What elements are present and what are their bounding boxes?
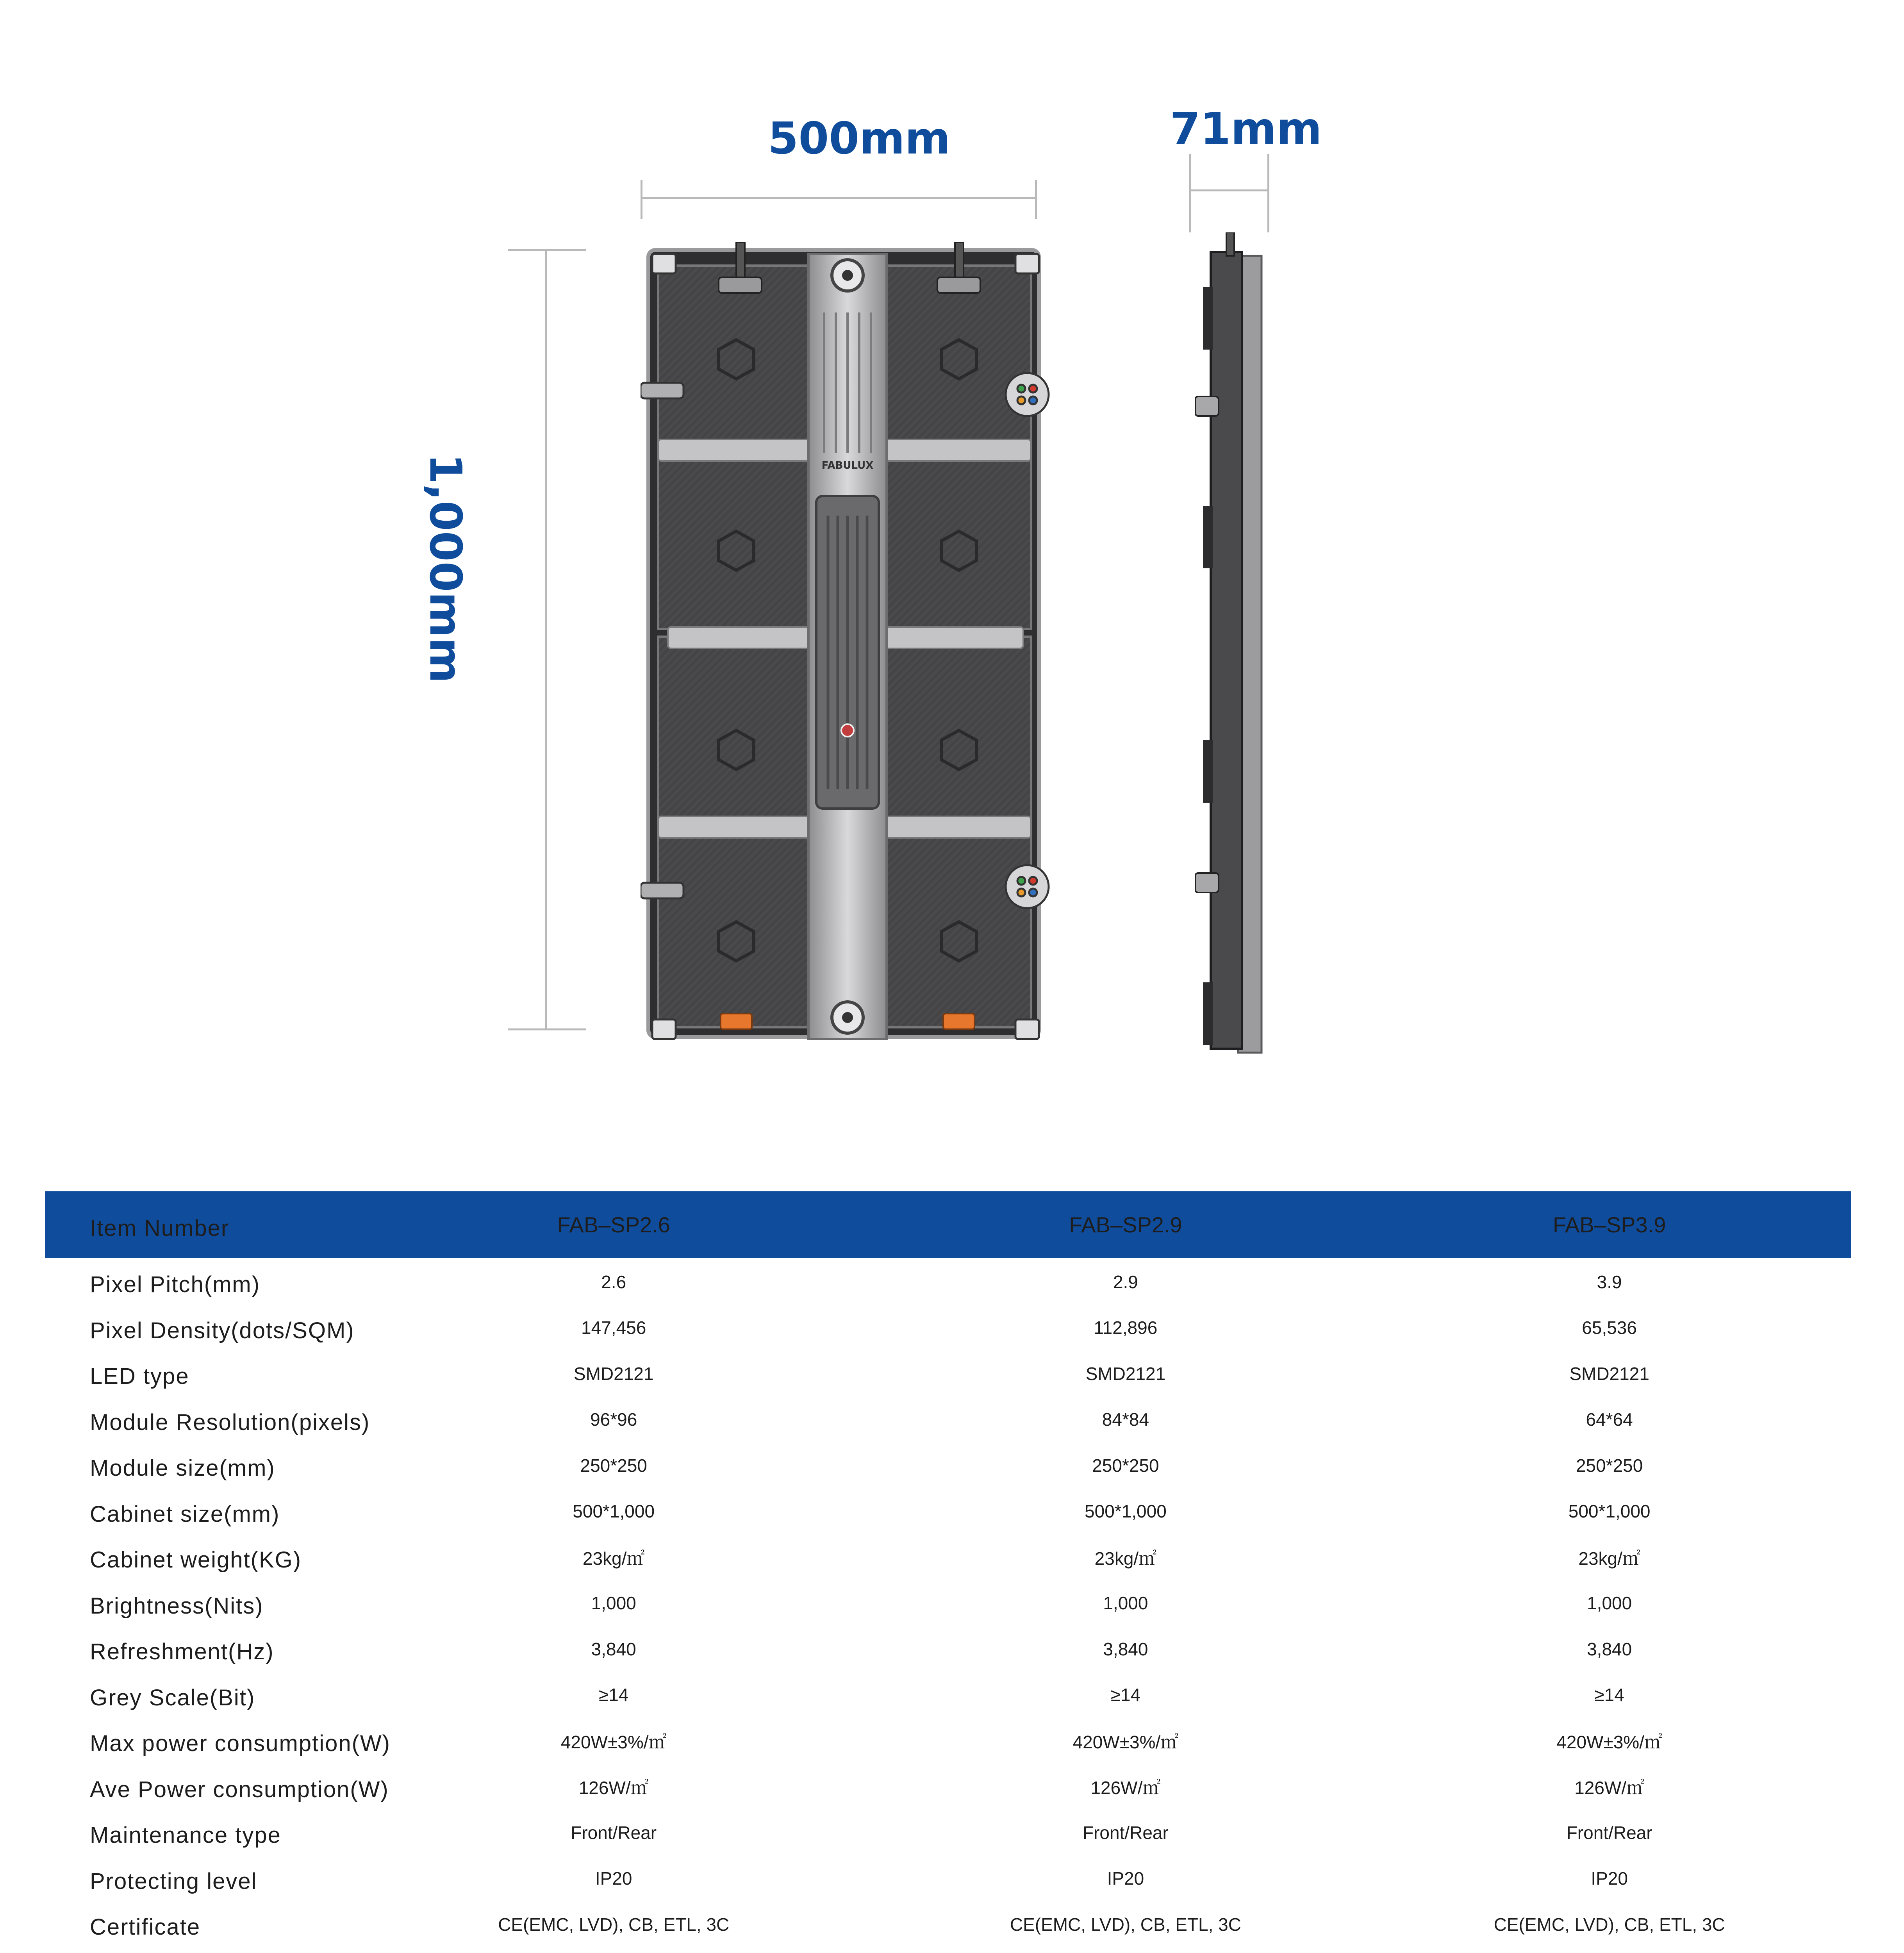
row-value-model-1: CE(EMC, LVD), CB, ETL, 3C — [498, 1914, 730, 1935]
table-row — [45, 1445, 1851, 1491]
row-value-model-3: 420W±3%/㎡ — [1556, 1732, 1662, 1752]
height-dimension — [414, 420, 476, 717]
height-tick-top — [508, 249, 586, 251]
table-body — [45, 1262, 1851, 1950]
table-row — [45, 1675, 1851, 1721]
row-label: Brightness(Nits) — [90, 1593, 264, 1619]
table-row — [45, 1400, 1851, 1446]
row-value-model-3: 65,536 — [1582, 1317, 1637, 1338]
table-row — [45, 1491, 1851, 1537]
row-label: LED type — [90, 1364, 189, 1389]
row-label: Maintenance type — [90, 1823, 281, 1848]
cabinet-front-view — [641, 242, 1062, 1051]
row-value-model-3: Front/Rear — [1566, 1822, 1652, 1843]
row-value-model-3: ≥14 — [1594, 1685, 1624, 1705]
row-label: Max power consumption(W) — [90, 1731, 391, 1757]
width-dimension-label: 500mm — [768, 113, 951, 164]
row-value-model-1: ≥14 — [598, 1685, 629, 1705]
row-value-model-2: 1,000 — [1103, 1593, 1148, 1614]
height-dimension-label: 1,000mm — [420, 453, 471, 683]
latch-left — [721, 1014, 752, 1029]
width-dimension-line — [641, 197, 1037, 199]
table-row — [45, 1904, 1851, 1950]
row-value-model-2: ≥14 — [1110, 1685, 1141, 1705]
row-value-model-3: 23kg/㎡ — [1578, 1548, 1640, 1569]
row-value-model-1: Front/Rear — [571, 1822, 657, 1843]
header-item-number: Item Number — [90, 1215, 230, 1241]
table-row — [45, 1629, 1851, 1675]
row-value-model-2: 84*84 — [1102, 1409, 1149, 1430]
row-label: Certificate — [90, 1914, 201, 1940]
height-dimension-line — [545, 249, 547, 1030]
row-value-model-2: IP20 — [1107, 1868, 1144, 1889]
height-tick-bottom — [508, 1028, 586, 1030]
row-value-model-3: CE(EMC, LVD), CB, ETL, 3C — [1494, 1914, 1725, 1935]
row-value-model-2: Front/Rear — [1082, 1822, 1169, 1843]
row-value-model-3: 126W/㎡ — [1574, 1778, 1645, 1798]
table-row — [45, 1583, 1851, 1629]
row-label: Ave Power consumption(W) — [90, 1776, 389, 1802]
row-label: Protecting level — [90, 1868, 257, 1894]
row-value-model-2: 500*1,000 — [1085, 1501, 1167, 1522]
row-label: Refreshment(Hz) — [90, 1639, 274, 1665]
row-value-model-2: 126W/㎡ — [1090, 1778, 1161, 1798]
row-value-model-3: 3,840 — [1587, 1639, 1632, 1659]
row-value-model-1: 126W/㎡ — [578, 1778, 649, 1798]
table-row — [45, 1537, 1851, 1583]
row-value-model-2: SMD2121 — [1085, 1363, 1166, 1384]
row-value-model-3: IP20 — [1591, 1868, 1628, 1889]
brand-logo: FABULUX — [821, 460, 874, 471]
row-label: Pixel Pitch(mm) — [90, 1272, 261, 1298]
row-value-model-3: SMD2121 — [1569, 1363, 1649, 1384]
width-tick-right — [1035, 180, 1037, 219]
row-value-model-3: 1,000 — [1587, 1593, 1632, 1614]
row-value-model-1: 250*250 — [580, 1455, 647, 1476]
row-value-model-1: 420W±3%/㎡ — [560, 1732, 667, 1752]
depth-dimension-line — [1189, 189, 1269, 191]
header-model-2: FAB–SP2.9 — [1069, 1212, 1182, 1237]
row-value-model-1: 23kg/㎡ — [582, 1548, 645, 1569]
row-label: Module size(mm) — [90, 1455, 275, 1481]
row-value-model-2: 420W±3%/㎡ — [1072, 1732, 1179, 1752]
row-value-model-1: 500*1,000 — [573, 1501, 655, 1522]
row-label: Cabinet size(mm) — [90, 1501, 280, 1527]
table-row — [45, 1812, 1851, 1858]
row-label: Grey Scale(Bit) — [90, 1685, 255, 1710]
row-value-model-2: 112,896 — [1094, 1317, 1158, 1338]
row-value-model-3: 64*64 — [1586, 1409, 1633, 1430]
table-row — [45, 1721, 1851, 1767]
depth-tick-right — [1267, 154, 1269, 232]
specification-table — [45, 1191, 1851, 1953]
row-value-model-2: CE(EMC, LVD), CB, ETL, 3C — [1010, 1914, 1241, 1935]
row-value-model-3: 500*1,000 — [1568, 1501, 1651, 1522]
depth-tick-left — [1189, 154, 1191, 232]
row-value-model-2: 250*250 — [1092, 1455, 1159, 1476]
width-tick-left — [641, 180, 642, 219]
row-label: Cabinet weight(KG) — [90, 1547, 302, 1573]
row-value-model-3: 250*250 — [1576, 1455, 1643, 1476]
header-model-1: FAB–SP2.6 — [557, 1212, 670, 1237]
table-row — [45, 1353, 1851, 1400]
row-value-model-2: 2.9 — [1113, 1271, 1138, 1292]
cabinet-side-view — [1195, 232, 1265, 1057]
row-value-model-2: 3,840 — [1103, 1639, 1148, 1659]
row-value-model-2: 23kg/㎡ — [1094, 1548, 1157, 1569]
row-value-model-1: 2.6 — [601, 1271, 626, 1292]
row-value-model-1: 3,840 — [591, 1639, 636, 1659]
row-label: Pixel Density(dots/SQM) — [90, 1317, 355, 1343]
row-label: Module Resolution(pixels) — [90, 1409, 370, 1435]
table-row — [45, 1262, 1851, 1308]
row-value-model-1: IP20 — [595, 1868, 632, 1889]
row-value-model-1: 1,000 — [591, 1593, 636, 1614]
row-value-model-1: 96*96 — [590, 1409, 637, 1430]
table-row — [45, 1767, 1851, 1813]
header-model-3: FAB–SP3.9 — [1552, 1212, 1666, 1237]
depth-dimension-label: 71mm — [1170, 104, 1322, 154]
row-value-model-1: SMD2121 — [573, 1363, 654, 1384]
table-header-row — [45, 1191, 1851, 1258]
table-row — [45, 1308, 1851, 1354]
row-value-model-3: 3.9 — [1597, 1271, 1622, 1292]
row-value-model-1: 147,456 — [581, 1317, 646, 1338]
latch-right — [943, 1014, 974, 1029]
table-row — [45, 1858, 1851, 1905]
